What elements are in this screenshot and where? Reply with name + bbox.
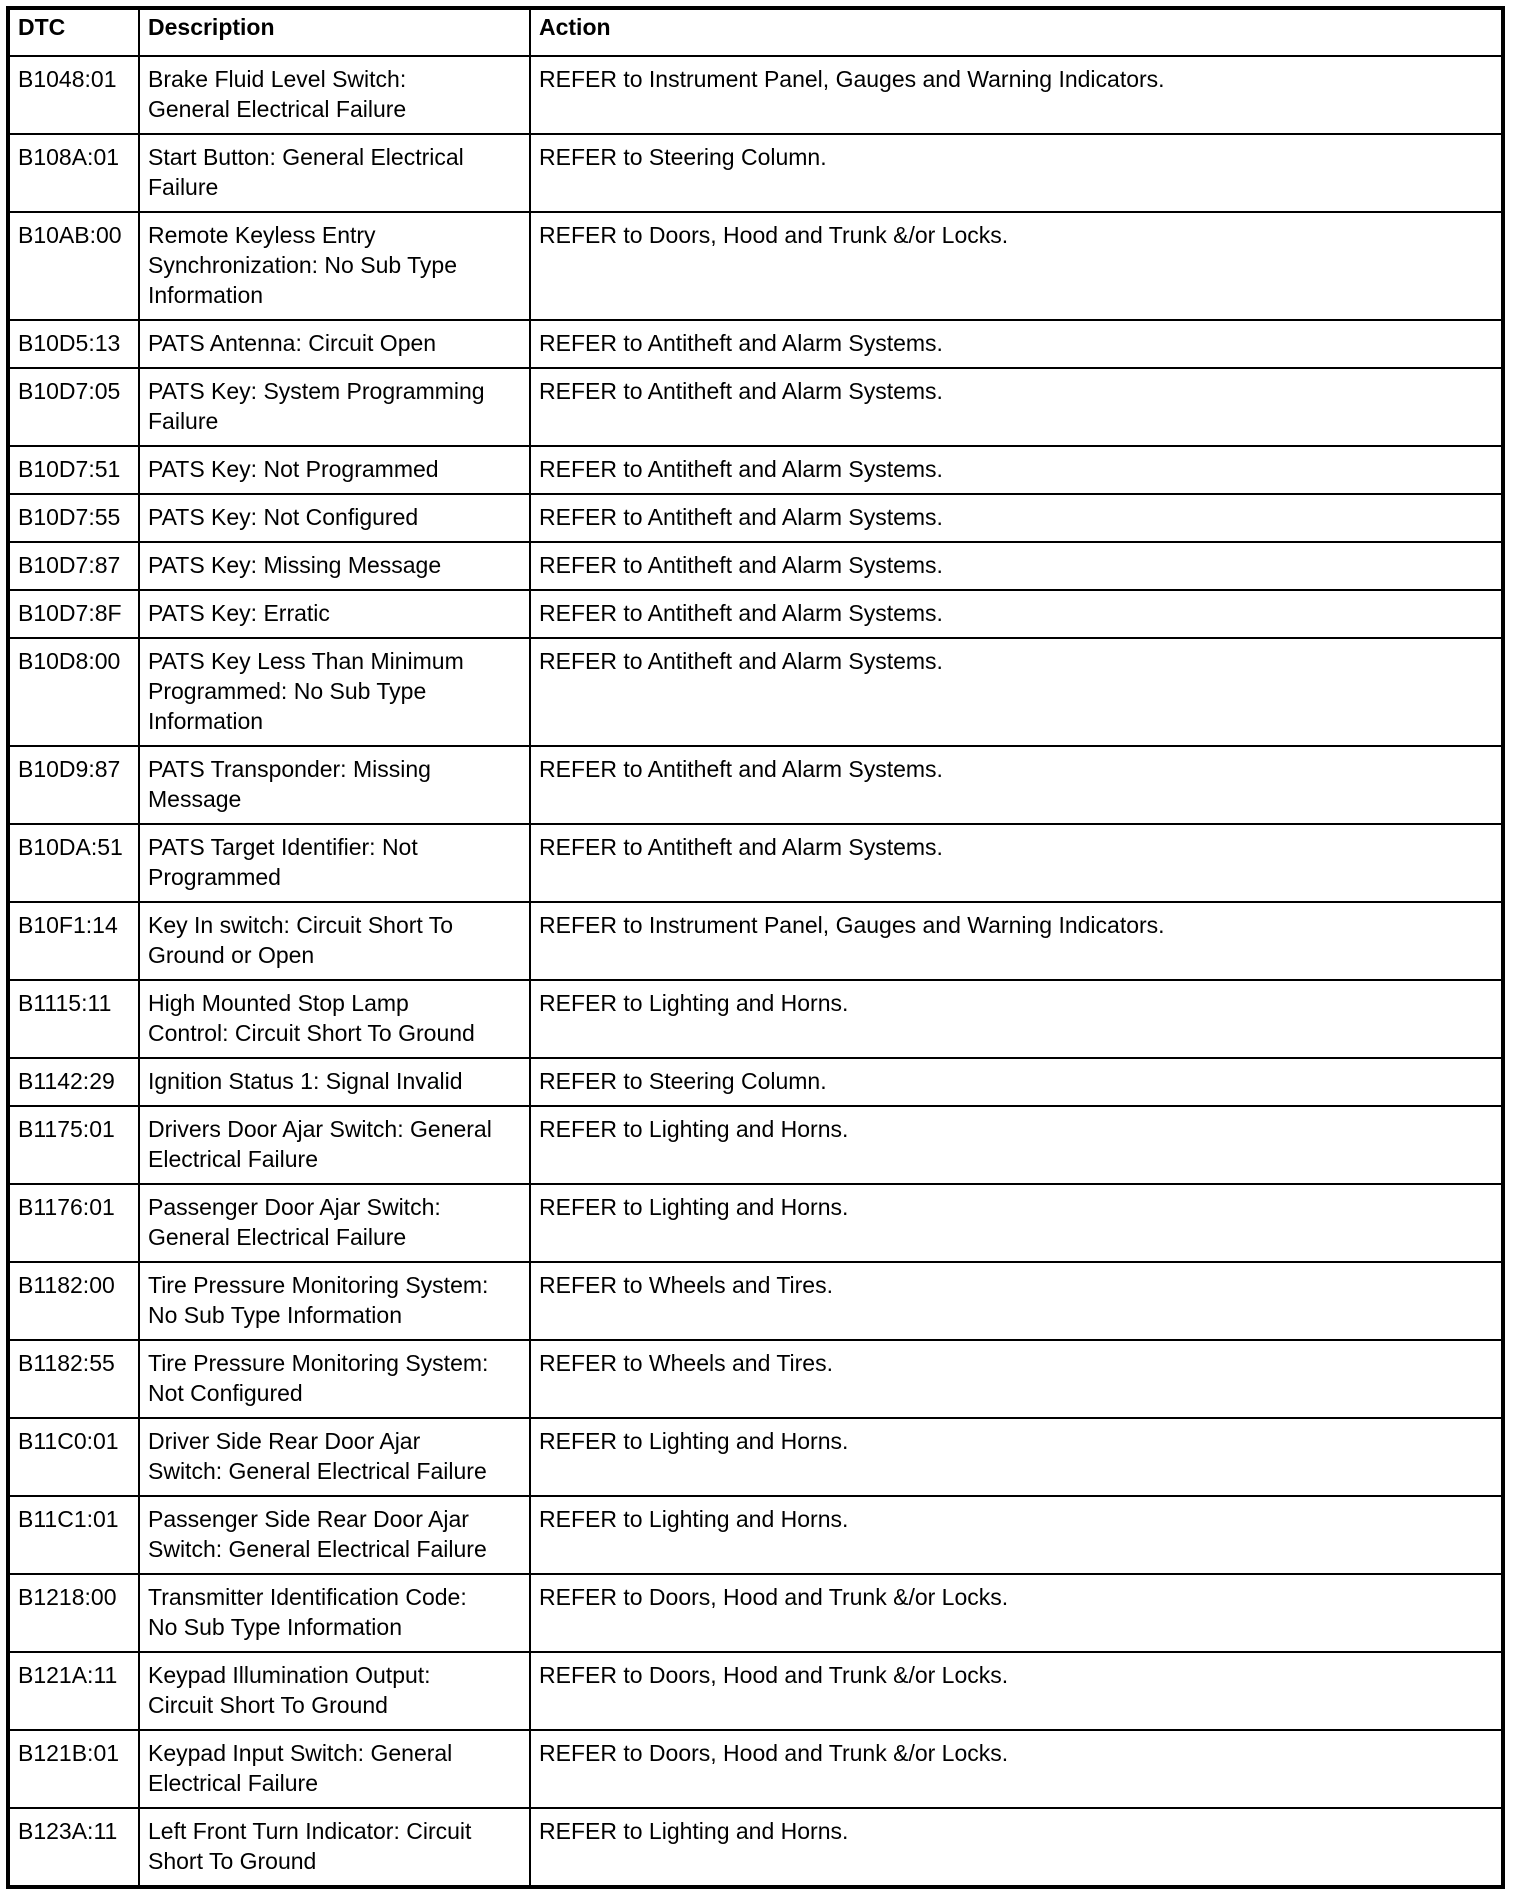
dtc-code: B1176:01	[8, 1184, 139, 1262]
table-row	[8, 56, 1503, 134]
header-description: Description	[139, 8, 530, 56]
table-row	[8, 1058, 1503, 1106]
table-row	[8, 1652, 1503, 1730]
dtc-table	[6, 6, 1505, 1889]
dtc-code: B10F1:14	[8, 902, 139, 980]
table-row	[8, 320, 1503, 368]
table-row	[8, 980, 1503, 1058]
table-row	[8, 590, 1503, 638]
table-row	[8, 1496, 1503, 1574]
dtc-action: REFER to Antitheft and Alarm Systems.	[530, 368, 1503, 446]
dtc-code: B1175:01	[8, 1106, 139, 1184]
dtc-code: B10DA:51	[8, 824, 139, 902]
table-row	[8, 1574, 1503, 1652]
dtc-description: High Mounted Stop Lamp Control: Circuit Short To Ground	[139, 980, 530, 1058]
dtc-action: REFER to Instrument Panel, Gauges and Warning Indicators.	[530, 56, 1503, 134]
dtc-action: REFER to Antitheft and Alarm Systems.	[530, 320, 1503, 368]
dtc-description: Transmitter Identification Code: No Sub Type Information	[139, 1574, 530, 1652]
table-row	[8, 1340, 1503, 1418]
dtc-description: PATS Key: Not Programmed	[139, 446, 530, 494]
dtc-code: B1182:55	[8, 1340, 139, 1418]
dtc-code: B1218:00	[8, 1574, 139, 1652]
dtc-code: B10D7:87	[8, 542, 139, 590]
dtc-code: B10D8:00	[8, 638, 139, 746]
table-row	[8, 446, 1503, 494]
dtc-action: REFER to Antitheft and Alarm Systems.	[530, 446, 1503, 494]
dtc-action: REFER to Antitheft and Alarm Systems.	[530, 494, 1503, 542]
dtc-description: Start Button: General Electrical Failure	[139, 134, 530, 212]
dtc-description: Left Front Turn Indicator: Circuit Short To Ground	[139, 1808, 530, 1887]
dtc-action: REFER to Doors, Hood and Trunk &/or Locks.	[530, 212, 1503, 320]
dtc-action: REFER to Lighting and Horns.	[530, 1418, 1503, 1496]
dtc-action: REFER to Doors, Hood and Trunk &/or Locks.	[530, 1730, 1503, 1808]
dtc-description: Ignition Status 1: Signal Invalid	[139, 1058, 530, 1106]
dtc-code: B1048:01	[8, 56, 139, 134]
table-row	[8, 902, 1503, 980]
dtc-action: REFER to Doors, Hood and Trunk &/or Locks.	[530, 1652, 1503, 1730]
table-row	[8, 542, 1503, 590]
dtc-description: Key In switch: Circuit Short To Ground or Open	[139, 902, 530, 980]
dtc-description: Passenger Door Ajar Switch: General Electrical Failure	[139, 1184, 530, 1262]
dtc-action: REFER to Wheels and Tires.	[530, 1340, 1503, 1418]
table-row	[8, 1730, 1503, 1808]
dtc-action: REFER to Lighting and Horns.	[530, 1106, 1503, 1184]
table-row	[8, 746, 1503, 824]
dtc-code: B10D5:13	[8, 320, 139, 368]
dtc-description: Brake Fluid Level Switch: General Electrical Failure	[139, 56, 530, 134]
dtc-action: REFER to Lighting and Horns.	[530, 1808, 1503, 1887]
dtc-code: B10D7:51	[8, 446, 139, 494]
table-row	[8, 638, 1503, 746]
table-row	[8, 212, 1503, 320]
dtc-description: PATS Key: Erratic	[139, 590, 530, 638]
dtc-code: B10D7:8F	[8, 590, 139, 638]
dtc-action: REFER to Steering Column.	[530, 1058, 1503, 1106]
dtc-description: Keypad Input Switch: General Electrical Failure	[139, 1730, 530, 1808]
table-row	[8, 824, 1503, 902]
table-row	[8, 1418, 1503, 1496]
dtc-code: B10D7:05	[8, 368, 139, 446]
dtc-action: REFER to Lighting and Horns.	[530, 1496, 1503, 1574]
table-row	[8, 134, 1503, 212]
dtc-action: REFER to Instrument Panel, Gauges and Warning Indicators.	[530, 902, 1503, 980]
dtc-code: B11C0:01	[8, 1418, 139, 1496]
dtc-description: Driver Side Rear Door Ajar Switch: General Electrical Failure	[139, 1418, 530, 1496]
header-dtc: DTC	[8, 8, 139, 56]
dtc-action: REFER to Doors, Hood and Trunk &/or Locks.	[530, 1574, 1503, 1652]
dtc-description: PATS Key Less Than Minimum Programmed: No Sub Type Information	[139, 638, 530, 746]
dtc-action: REFER to Antitheft and Alarm Systems.	[530, 746, 1503, 824]
dtc-description: PATS Target Identifier: Not Programmed	[139, 824, 530, 902]
dtc-action: REFER to Lighting and Horns.	[530, 980, 1503, 1058]
dtc-code: B1142:29	[8, 1058, 139, 1106]
dtc-code: B10AB:00	[8, 212, 139, 320]
dtc-action: REFER to Lighting and Horns.	[530, 1184, 1503, 1262]
dtc-code: B10D7:55	[8, 494, 139, 542]
table-row	[8, 1262, 1503, 1340]
dtc-description: Passenger Side Rear Door Ajar Switch: General Electrical Failure	[139, 1496, 530, 1574]
dtc-code: B123A:11	[8, 1808, 139, 1887]
dtc-action: REFER to Wheels and Tires.	[530, 1262, 1503, 1340]
table-row	[8, 1808, 1503, 1887]
dtc-description: Keypad Illumination Output: Circuit Short To Ground	[139, 1652, 530, 1730]
header-row	[8, 8, 1503, 56]
dtc-code: B1182:00	[8, 1262, 139, 1340]
dtc-description: PATS Antenna: Circuit Open	[139, 320, 530, 368]
header-action: Action	[530, 8, 1503, 56]
dtc-action: REFER to Antitheft and Alarm Systems.	[530, 824, 1503, 902]
dtc-description: PATS Key: Not Configured	[139, 494, 530, 542]
dtc-action: REFER to Antitheft and Alarm Systems.	[530, 542, 1503, 590]
dtc-action: REFER to Antitheft and Alarm Systems.	[530, 590, 1503, 638]
table-row	[8, 1106, 1503, 1184]
dtc-description: Drivers Door Ajar Switch: General Electrical Failure	[139, 1106, 530, 1184]
table-row	[8, 1184, 1503, 1262]
dtc-code: B11C1:01	[8, 1496, 139, 1574]
dtc-description: PATS Key: System Programming Failure	[139, 368, 530, 446]
dtc-description: Tire Pressure Monitoring System: No Sub Type Information	[139, 1262, 530, 1340]
dtc-code: B121A:11	[8, 1652, 139, 1730]
dtc-description: Remote Keyless Entry Synchronization: No Sub Type Information	[139, 212, 530, 320]
dtc-code: B108A:01	[8, 134, 139, 212]
table-row	[8, 494, 1503, 542]
dtc-action: REFER to Antitheft and Alarm Systems.	[530, 638, 1503, 746]
dtc-action: REFER to Steering Column.	[530, 134, 1503, 212]
dtc-description: PATS Transponder: Missing Message	[139, 746, 530, 824]
table-row	[8, 368, 1503, 446]
dtc-code: B10D9:87	[8, 746, 139, 824]
dtc-description: Tire Pressure Monitoring System: Not Configured	[139, 1340, 530, 1418]
dtc-description: PATS Key: Missing Message	[139, 542, 530, 590]
dtc-code: B121B:01	[8, 1730, 139, 1808]
dtc-code: B1115:11	[8, 980, 139, 1058]
